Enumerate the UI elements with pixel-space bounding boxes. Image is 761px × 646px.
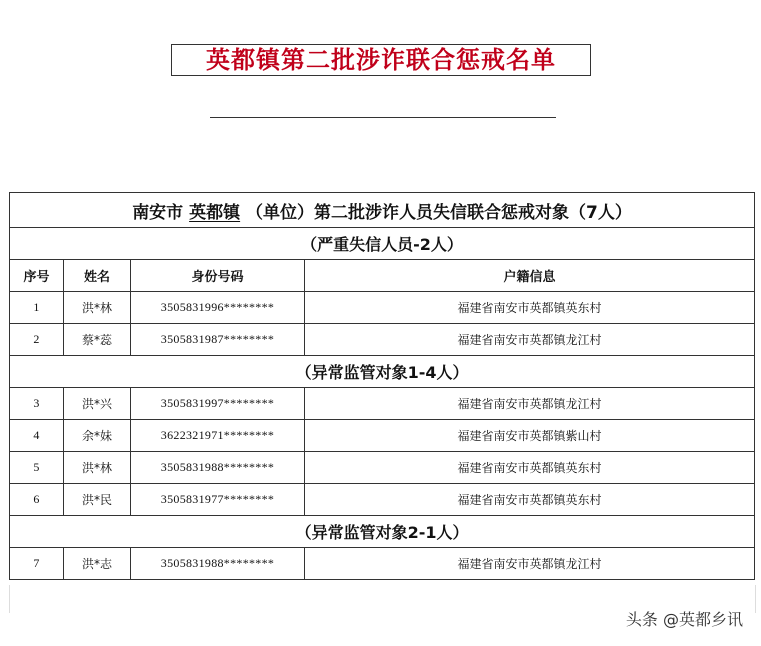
section-row (10, 356, 755, 388)
document-title: 英都镇第二批涉诈联合惩戒名单 (171, 44, 591, 76)
section-label: （严重失信人员-2人） (10, 228, 755, 260)
cell-address: 福建省南安市英都镇英东村 (305, 484, 755, 516)
cell-id: 3505831977******** (131, 484, 305, 516)
cell-id: 3505831997******** (131, 388, 305, 420)
cell-index: 7 (10, 548, 64, 580)
cell-address: 福建省南安市英都镇紫山村 (305, 420, 755, 452)
cell-index: 6 (10, 484, 64, 516)
cell-address: 福建省南安市英都镇龙江村 (305, 548, 755, 580)
cell-name: 洪*林 (64, 452, 131, 484)
town-name: 英都镇 (189, 202, 241, 223)
table-row (10, 548, 755, 580)
section-row (10, 228, 755, 260)
cell-index: 3 (10, 388, 64, 420)
punishment-table (9, 192, 755, 580)
cell-address: 福建省南安市英都镇英东村 (305, 292, 755, 324)
cell-id: 3505831987******** (131, 324, 305, 356)
cell-name: 洪*民 (64, 484, 131, 516)
cell-id: 3622321971******** (131, 420, 305, 452)
cell-id: 3505831988******** (131, 452, 305, 484)
table-row (10, 324, 755, 356)
cell-name: 余*妹 (64, 420, 131, 452)
header-index: 序号 (10, 260, 64, 292)
title-divider (210, 117, 556, 118)
table-row (10, 452, 755, 484)
cell-index: 4 (10, 420, 64, 452)
header-row (10, 260, 755, 292)
cell-index: 5 (10, 452, 64, 484)
table-row (10, 292, 755, 324)
cell-address: 福建省南安市英都镇英东村 (305, 452, 755, 484)
cell-address: 福建省南安市英都镇龙江村 (305, 324, 755, 356)
cell-name: 洪*兴 (64, 388, 131, 420)
table-title-row (10, 193, 755, 228)
table-title: 南安市 英都镇 （单位）第二批涉诈人员失信联合惩戒对象（7人） (10, 193, 755, 228)
watermark: 头条 @英都乡讯 (625, 610, 743, 629)
cell-id: 3505831988******** (131, 548, 305, 580)
cell-index: 2 (10, 324, 64, 356)
cell-id: 3505831996******** (131, 292, 305, 324)
cell-name: 蔡*蕊 (64, 324, 131, 356)
cell-name: 洪*志 (64, 548, 131, 580)
header-name: 姓名 (64, 260, 131, 292)
section-label: （异常监管对象2-1人） (10, 516, 755, 548)
table-row (10, 484, 755, 516)
header-id: 身份号码 (131, 260, 305, 292)
table-row (10, 388, 755, 420)
section-row (10, 516, 755, 548)
header-address: 户籍信息 (305, 260, 755, 292)
section-label: （异常监管对象1-4人） (10, 356, 755, 388)
cell-address: 福建省南安市英都镇龙江村 (305, 388, 755, 420)
cell-index: 1 (10, 292, 64, 324)
cell-name: 洪*林 (64, 292, 131, 324)
table-row (10, 420, 755, 452)
